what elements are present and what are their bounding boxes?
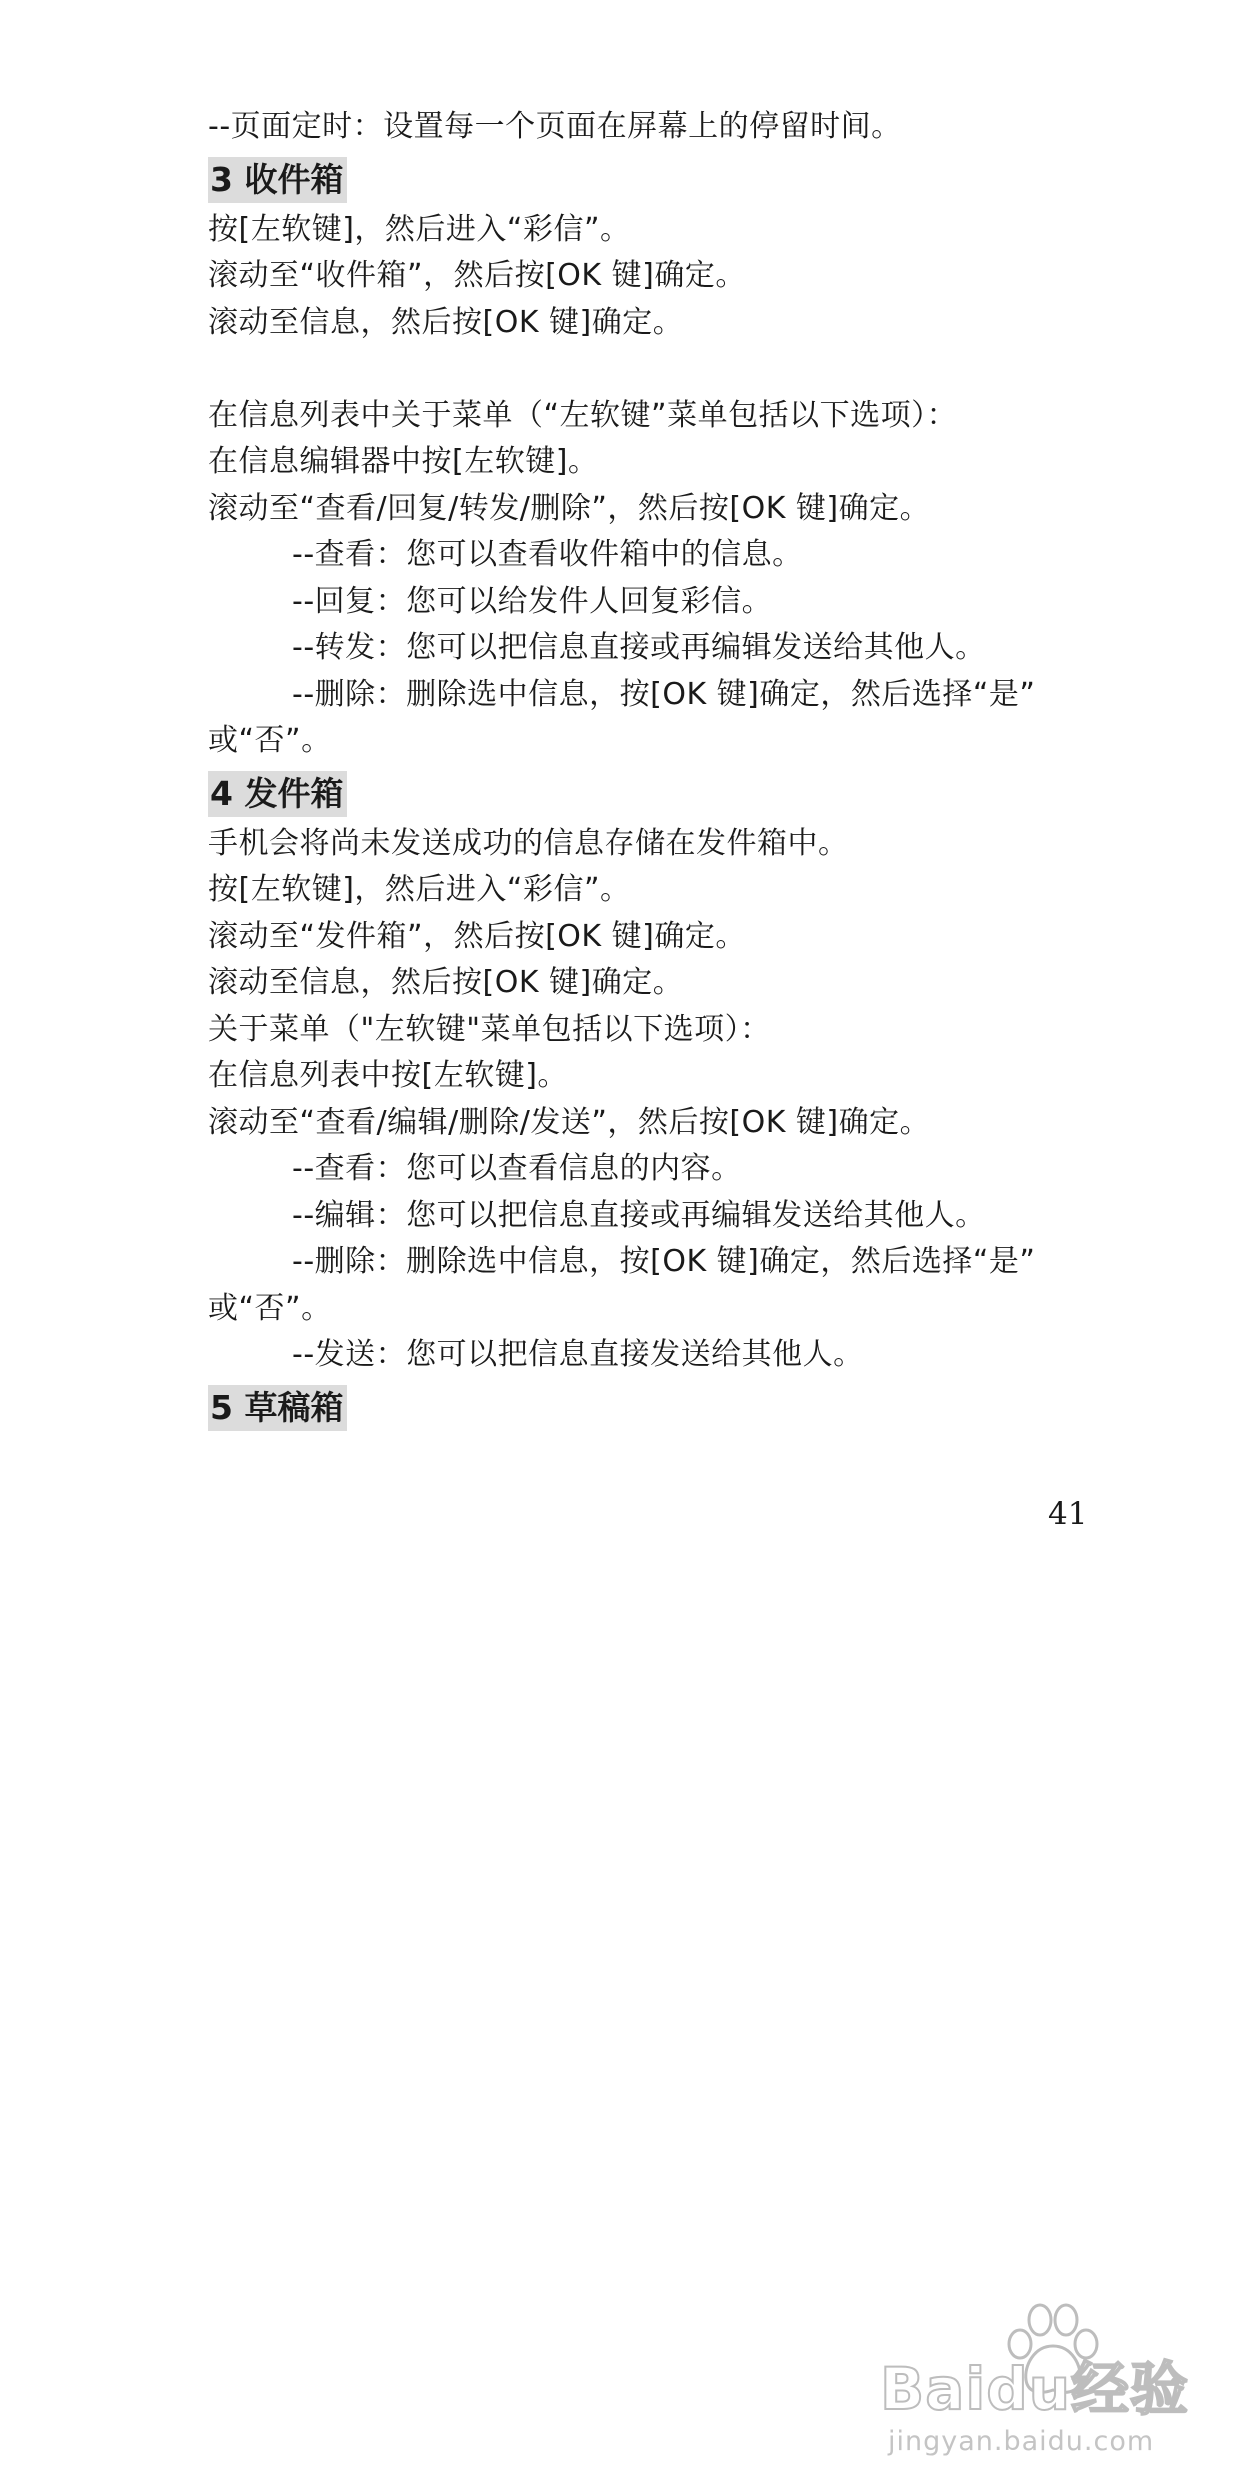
- page-number: 41: [1048, 1496, 1088, 1532]
- option-line: --删除：删除选中信息，按[OK 键]确定，然后选择“是”: [292, 1244, 1036, 1279]
- watermark: [880, 2300, 1210, 2470]
- text-line: 滚动至“发件箱”，然后按[OK 键]确定。: [208, 918, 746, 954]
- option-line: --转发：您可以把信息直接或再编辑发送给其他人。: [292, 630, 986, 665]
- text-line: 或“否”。: [208, 723, 332, 758]
- option-line: --查看：您可以查看收件箱中的信息。: [292, 537, 803, 572]
- watermark-url: jingyan.baidu.com: [888, 2426, 1155, 2457]
- blank-line: [208, 346, 1108, 393]
- text-line: 或“否”。: [208, 1290, 332, 1326]
- text-line: 按[左软键]，然后进入“彩信”。: [208, 872, 631, 907]
- text-line: --页面定时：设置每一个页面在屏幕上的停留时间。: [208, 109, 902, 144]
- text-line: 滚动至“查看/编辑/删除/发送”，然后按[OK 键]确定。: [208, 1104, 931, 1140]
- option-line: --删除：删除选中信息，按[OK 键]确定，然后选择“是”: [292, 676, 1036, 712]
- text-line: 滚动至“收件箱”，然后按[OK 键]确定。: [208, 258, 746, 293]
- text-line: 按[左软键]，然后进入“彩信”。: [208, 211, 631, 247]
- section-heading-outbox: 4 发件箱: [208, 771, 347, 817]
- text-line: 滚动至信息，然后按[OK 键]确定。: [208, 304, 684, 340]
- text-line: 手机会将尚未发送成功的信息存储在发件箱中。: [208, 825, 849, 861]
- section-heading-inbox: 3 收件箱: [208, 157, 347, 203]
- page-content: [208, 104, 1108, 1435]
- option-line: --发送：您可以把信息直接发送给其他人。: [292, 1337, 864, 1372]
- text-line: 在信息列表中按[左软键]。: [208, 1058, 568, 1093]
- text-line: 在信息列表中关于菜单（“左软键”菜单包括以下选项）：: [208, 397, 958, 433]
- text-line: 在信息编辑器中按[左软键]。: [208, 444, 599, 479]
- text-line: 关于菜单（"左软键"菜单包括以下选项）：: [208, 1011, 771, 1047]
- text-line: 滚动至“查看/回复/转发/删除”，然后按[OK 键]确定。: [208, 490, 931, 526]
- watermark-brand: Baidu经验: [880, 2355, 1190, 2423]
- section-heading-drafts: 5 草稿箱: [208, 1385, 347, 1431]
- option-line: --编辑：您可以把信息直接或再编辑发送给其他人。: [292, 1197, 986, 1233]
- option-line: --回复：您可以给发件人回复彩信。: [292, 583, 773, 619]
- option-line: --查看：您可以查看信息的内容。: [292, 1151, 742, 1186]
- text-line: 滚动至信息，然后按[OK 键]确定。: [208, 965, 684, 1000]
